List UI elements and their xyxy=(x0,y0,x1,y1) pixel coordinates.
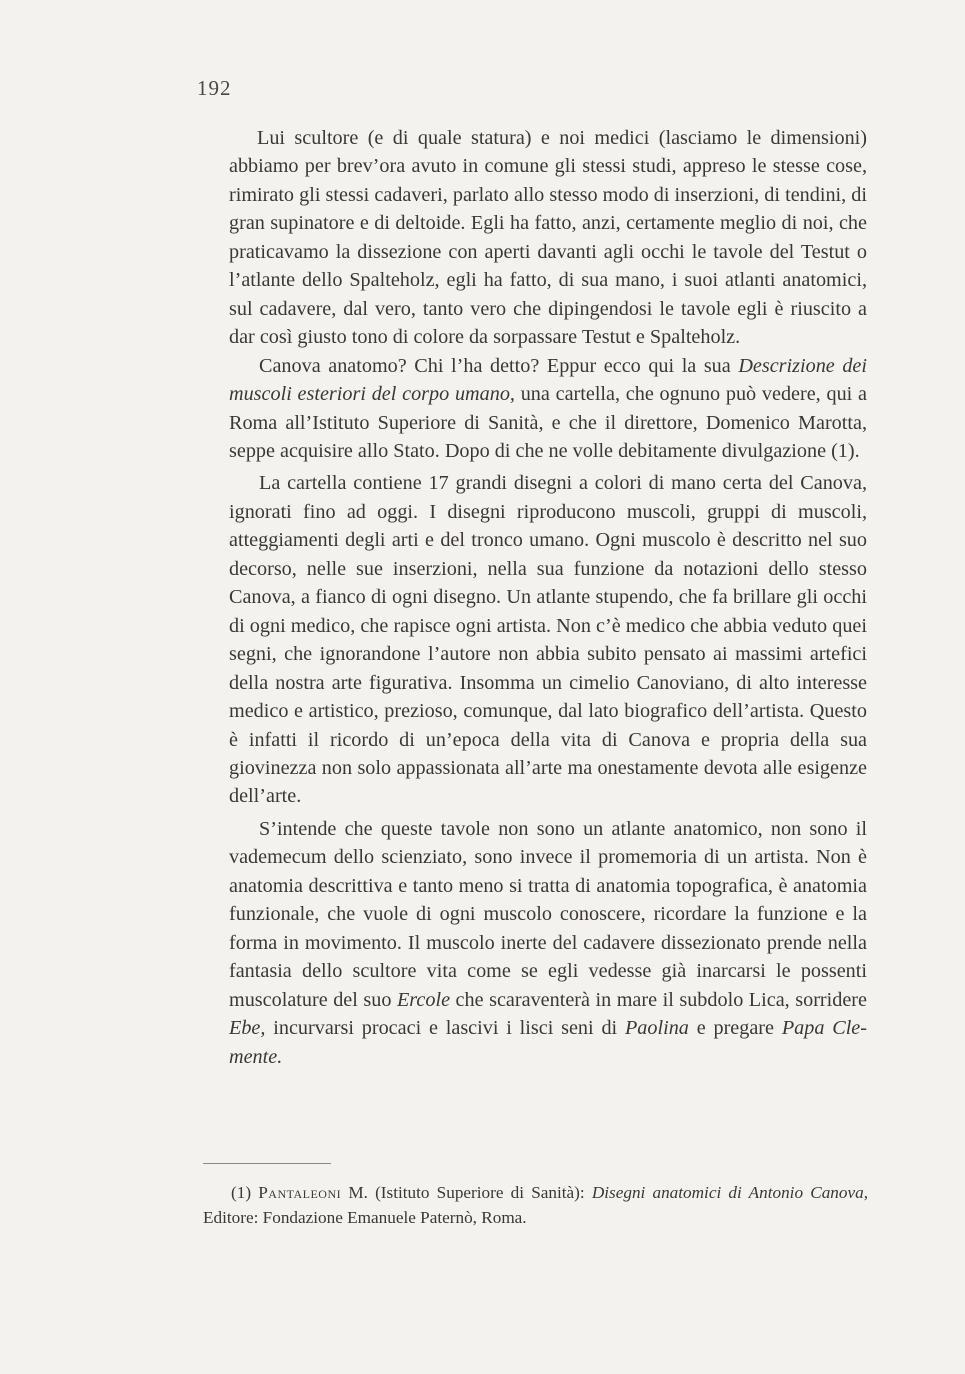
paragraph-2 xyxy=(229,352,867,466)
paragraph-2-text-b: una cartella, che ognuno può vedere, qui a Roma all’Istituto Superiore di Sanità, e che il direttore, Domenico Marotta, seppe acquisire allo Stato. Dopo di che ne volle debitamente divulgazione (1). xyxy=(229,383,867,462)
footnote-marker: (1) xyxy=(231,1183,259,1202)
work-title-ercole: Ercole xyxy=(396,988,451,1011)
paragraph-3-text: La cartella contiene 17 grandi disegni a colori di mano certa del Canova, ignorati fino ad oggi. I disegni riproducono muscoli, gruppi di muscoli, atteggiamenti degli arti e del tronco umano. Ogni muscolo è descritto nel suo decorso, nelle sue inserzioni, nella sua funzione da notazioni dello stesso Canova, a fianco di ogni disegno. Un atlante stupendo, che fa brillare gli occhi di ogni medico, che rapisce ogni artista. Non c’è medico che abbia veduto quei segni, che ignorandone l’autore non abbia subito pensato ai massimi artefici della nostra arte figurativa. Insomma un cimelio Canoviano, di alto interesse medico e artistico, prezioso, comunque, dal lato biografico dell’artista. Questo è infatti il ricordo di un’epoca della vita di Canova e propria della sua giovinezza non solo appassionata all’arte ma onestamente devota alle esigenze dell’arte. xyxy=(229,472,867,808)
paragraph-4-text-d: e pregare xyxy=(688,1017,782,1040)
paragraph-4-text-a: S’intende che queste tavole non sono un atlante anatomico, non sono il vademecum dello scienziato, sono invece il promemoria di un artista. Non è anatomia descrittiva e tanto meno si tratta di anatomia topografica, è anatomia funzionale, che vuole di ogni muscolo conoscere, ricordare la funzione e la forma in movimento. Il muscolo inerte del cadavere dissezionato prende nella fantasia dello scultore vita come se egli vedesse già inarcarsi le possenti muscolature del suo xyxy=(229,817,867,1011)
paragraph-4 xyxy=(229,815,867,1071)
footnote-text-a: M. (Istituto Superiore di Sanità): xyxy=(341,1183,592,1202)
work-title-paolina: Paolina xyxy=(624,1017,689,1040)
footnote-work-title: Disegni anatomici di Antonio Canova, xyxy=(591,1183,868,1202)
paragraph-4-text-b: che scaraventerà in mare il subdolo Lica, sorridere xyxy=(450,988,867,1011)
footnote-text-b: Editore: Fondazione Emanuele Paternò, Roma. xyxy=(203,1208,527,1227)
footnote xyxy=(203,1180,868,1230)
paragraph-1 xyxy=(229,124,867,352)
work-title-papa-clemente: Papa Clemente. xyxy=(229,1017,868,1068)
footnote-author: Pantaleoni xyxy=(258,1183,342,1202)
body-text xyxy=(229,124,867,1071)
paragraph-1-text: Lui scultore (e di quale statura) e noi medici (lasciamo le dimensioni) abbiamo per brev’ora avuto in comune gli stessi studi, appreso le stesse cose, rimirato gli stessi cadaveri, parlato allo stesso modo di inserzioni, di tendini, di gran supinatore e di deltoide. Egli ha fatto, anzi, certamente meglio di noi, che praticavamo la dissezione con aperti davanti agli occhi le tavole del Testut o l’atlante dello Spalteholz, egli ha fatto, di sua mano, i suoi atlanti anatomici, sul cadavere, dal vero, tanto vero che dipingendosi le tavole egli è riuscito a dar così giusto tono di colore da sorpassare Testut e Spalteholz. xyxy=(229,127,867,349)
page-number: 192 xyxy=(197,76,232,100)
paragraph-2-text-a: Canova anatomo? Chi l’ha detto? Eppur ecco qui la sua xyxy=(259,354,739,377)
work-title-ebe: Ebe, xyxy=(229,1017,266,1040)
footnote-divider xyxy=(203,1163,331,1164)
paragraph-3 xyxy=(229,469,867,810)
work-title-descrizione: Descrizione dei muscoli esteriori del corpo umano, xyxy=(229,354,867,406)
paragraph-4-text-c: incurvarsi procaci e lascivi i lisci seni di xyxy=(265,1017,625,1040)
